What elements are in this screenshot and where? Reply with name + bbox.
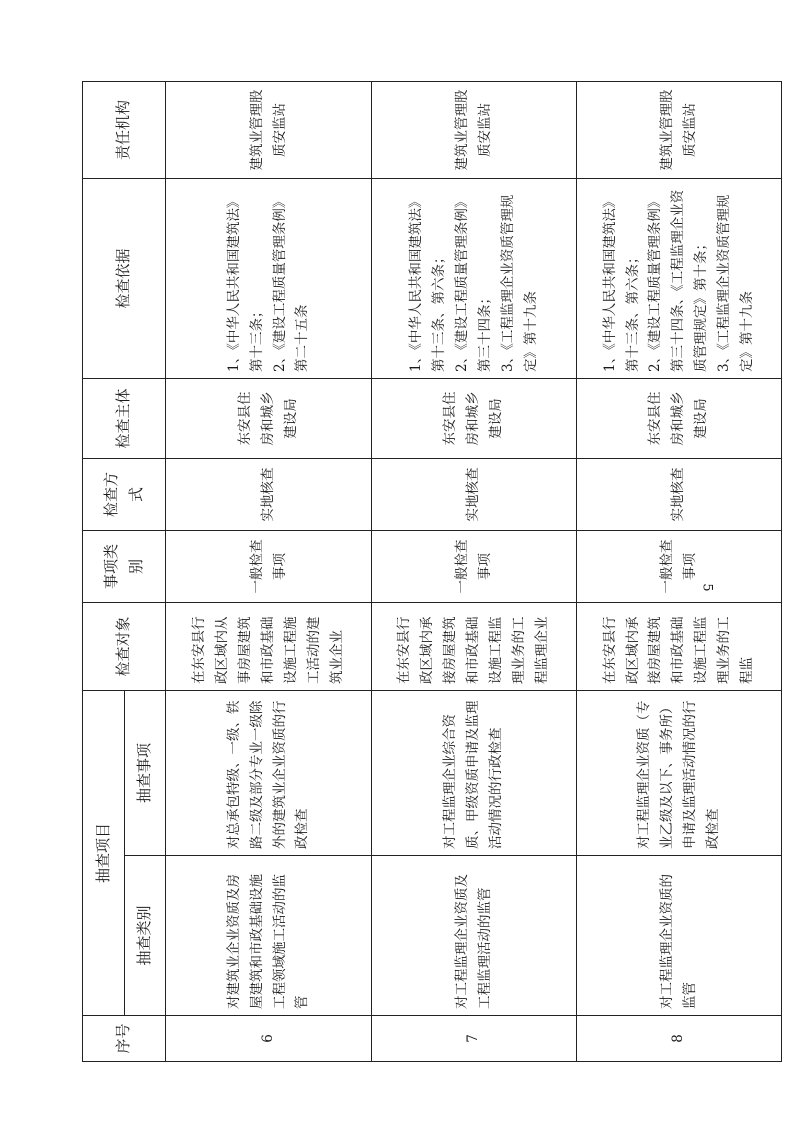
row-category: 对工程监理企业资质及工程监理活动的监管 [371, 856, 576, 1016]
row-basis [166, 178, 371, 378]
page-number: 5 [699, 583, 715, 592]
row-type: 一般检查事项 [576, 530, 781, 602]
org-line: 质安监站 [476, 102, 493, 157]
row-category: 对建筑业企业资质及房屋建筑和市政基础设施工程领域施工活动的监管 [166, 856, 371, 1016]
org-line: 质安监站 [681, 102, 698, 157]
inspection-table [82, 81, 782, 1062]
row-org [166, 81, 371, 178]
header-basis: 检查依据 [83, 178, 166, 378]
basis-line: 1、《中华人民共和国建筑法》第十三条、第六条； [601, 194, 641, 372]
row-item: 对工程监理企业资质（专业乙级及以下、事务所）申请及监理活动情况的行政检查 [576, 690, 781, 855]
row-seq: 8 [576, 1016, 781, 1062]
basis-line: 3、《工程监理企业资质管理规定》第十九条 [499, 194, 539, 372]
header-subject: 检查主体 [83, 378, 166, 458]
row-method: 实地核查 [576, 458, 781, 530]
header-category: 抽查类别 [124, 856, 166, 1016]
header-method: 检查方式 [83, 458, 166, 530]
row-subject: 东安县住房和城乡建设局 [371, 378, 576, 458]
header-row-1 [83, 81, 125, 1061]
org-line: 建筑业管理股 [658, 89, 675, 171]
row-method: 实地核查 [166, 458, 371, 530]
row-seq: 7 [371, 1016, 576, 1062]
row-item: 对工程监理企业综合资质、甲级资质申请及监理活动情况的行政检查 [371, 690, 576, 855]
row-method: 实地核查 [371, 458, 576, 530]
org-line: 建筑业管理股 [453, 89, 470, 171]
table-row [576, 81, 781, 1061]
row-org [576, 81, 781, 178]
header-org: 责任机构 [83, 81, 166, 178]
header-object: 检查对象 [83, 602, 166, 690]
row-org [371, 81, 576, 178]
basis-line: 1、《中华人民共和国建筑法》第十三条、第六条； [407, 194, 447, 372]
table-row [371, 81, 576, 1061]
row-object: 在东安县行政区域内承接房屋建筑和市政基础设施工程监理业务的工程监 [576, 602, 781, 690]
row-subject: 东安县住房和城乡建设局 [166, 378, 371, 458]
header-project: 抽查项目 [83, 690, 125, 1015]
row-basis [371, 178, 576, 378]
row-type: 一般检查事项 [371, 530, 576, 602]
row-item: 对总承包特级、一级、铁路二级及部分专业一级除外的建筑业企业资质的行政检查 [166, 690, 371, 855]
row-type: 一般检查事项 [166, 530, 371, 602]
basis-line: 1、《中华人民共和国建筑法》第十三条； [225, 194, 265, 372]
row-object: 在东安县行政区域内从事房屋建筑和市政基础设施工程施工活动的建筑业企业 [166, 602, 371, 690]
header-item: 抽查事项 [124, 690, 166, 855]
row-category: 对工程监理企业资质的监管 [576, 856, 781, 1016]
row-basis [576, 178, 781, 378]
header-type: 事项类别 [83, 530, 166, 602]
basis-line: 2、《建设工程质量管理条例》第三十四条； [453, 194, 493, 372]
header-seq: 序号 [83, 1016, 166, 1062]
org-line: 建筑业管理股 [248, 89, 265, 171]
row-object: 在东安县行政区域内承接房屋建筑和市政基础设施工程监理业务的工程监理企业 [371, 602, 576, 690]
row-subject: 东安县住房和城乡建设局 [576, 378, 781, 458]
basis-line: 2、《建设工程质量管理条例》第二十五条 [271, 194, 311, 372]
basis-line: 2、《建设工程质量管理条例》第三十四条、《工程监理企业资质管理规定》第十条； [647, 189, 710, 372]
table-row [166, 81, 371, 1061]
row-seq: 6 [166, 1016, 371, 1062]
basis-line: 3、《工程监理企业资质管理规定》第十九条 [716, 194, 756, 372]
org-line: 质安监站 [271, 102, 288, 157]
inspection-table-rotated [82, 82, 782, 1062]
